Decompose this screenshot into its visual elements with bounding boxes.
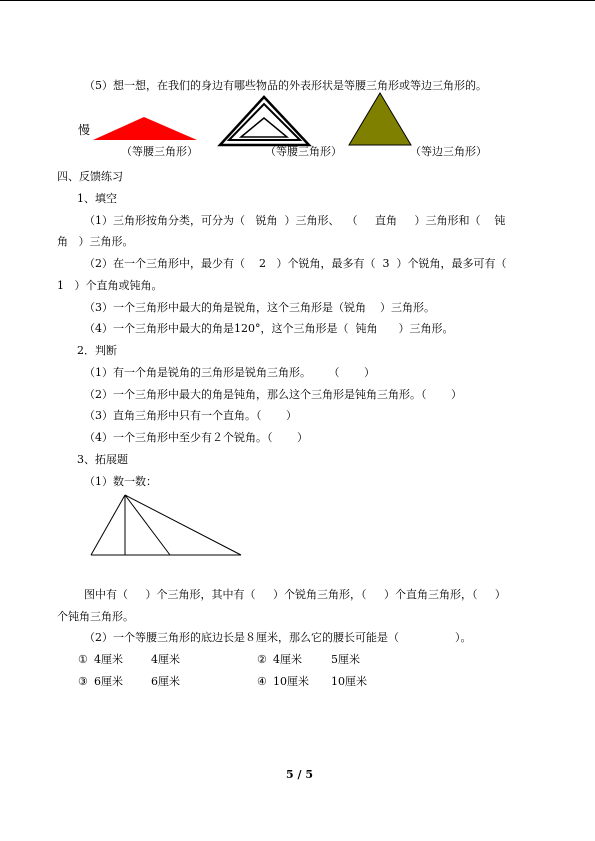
fill-q1-line2: 角 ）三角形。 (57, 235, 134, 248)
page-number: 5 / 5 (286, 768, 313, 781)
figure-left-side (91, 495, 125, 555)
caption-equilateral: （等边三角形） (410, 145, 487, 158)
judge-q3: （3）直角三角形中只有一个直角。（ ） (84, 409, 297, 422)
extend-count-label: （1）数一数： (84, 475, 157, 488)
judge-title: 2．判断 (77, 344, 117, 357)
slow-sign-label: 慢 (78, 123, 91, 137)
fill-q4: （4）一个三角形中最大的角是120°，这个三角形是（ 钝角 ）三角形。 (84, 322, 454, 335)
option-1-a: 4厘米 (94, 653, 123, 666)
option-2-a: 4厘米 (273, 653, 302, 666)
figure-right-side (125, 495, 241, 555)
fill-q3: （3）一个三角形中最大的角是锐角，这个三角形是（锐角 ）三角形。 (84, 301, 435, 314)
judge-q4: （4）一个三角形中至少有２个锐角。（ ） (84, 431, 308, 444)
option-4-num: ④ (257, 675, 267, 688)
option-1-num: ① (78, 653, 88, 666)
extend-q2: （2）一个等腰三角形的底边长是８厘米，那么它的腰长可能是（ ）。 (84, 631, 472, 644)
fill-q2-line2: 1 ）个直角或钝角。 (57, 279, 163, 292)
extend-answer-line2: 个钝角三角形。 (57, 610, 134, 623)
caption-isosceles-2: （等腰三角形） (265, 145, 342, 158)
option-2-b: 5厘米 (331, 653, 360, 666)
option-2-num: ② (257, 653, 267, 666)
figure-inner-line (125, 495, 170, 555)
extend-answer-line1: 图中有（ ）个三角形，其中有（ ）个锐角三角形，（ ）个直角三角形，（ ） (84, 588, 506, 601)
option-4-b: 10厘米 (331, 675, 367, 688)
fill-q2-line1: （2）在一个三角形中，最少有（ 2 ）个锐角，最多有（ 3 ）个锐角，最多可有（ (84, 257, 507, 270)
fill-blank-title: 1、填空 (77, 192, 117, 205)
intro-think-text: （5）想一想，在我们的身边有哪些物品的外表形状是等腰三角形或等边三角形的。 (84, 79, 487, 92)
fill-q1-line1: （1）三角形按角分类，可分为（ 锐角 ）三角形、 （ 直角 ）三角形和（ 钝 (84, 214, 506, 227)
option-3-b: 6厘米 (151, 675, 180, 688)
judge-q1: （1）有一个角是锐角的三角形是锐角三角形。 （ ） (84, 366, 375, 379)
option-3-num: ③ (78, 675, 88, 688)
option-1-b: 4厘米 (151, 653, 180, 666)
option-3-a: 6厘米 (94, 675, 123, 688)
judge-q2: （2）一个三角形中最大的角是钝角，那么这个三角形是钝角三角形。（ ） (84, 388, 462, 401)
section-heading-feedback: 四、反馈练习 (57, 170, 123, 183)
extend-title: 3、拓展题 (77, 453, 128, 466)
option-4-a: 10厘米 (273, 675, 309, 688)
caption-isosceles-1: （等腰三角形） (121, 145, 198, 158)
